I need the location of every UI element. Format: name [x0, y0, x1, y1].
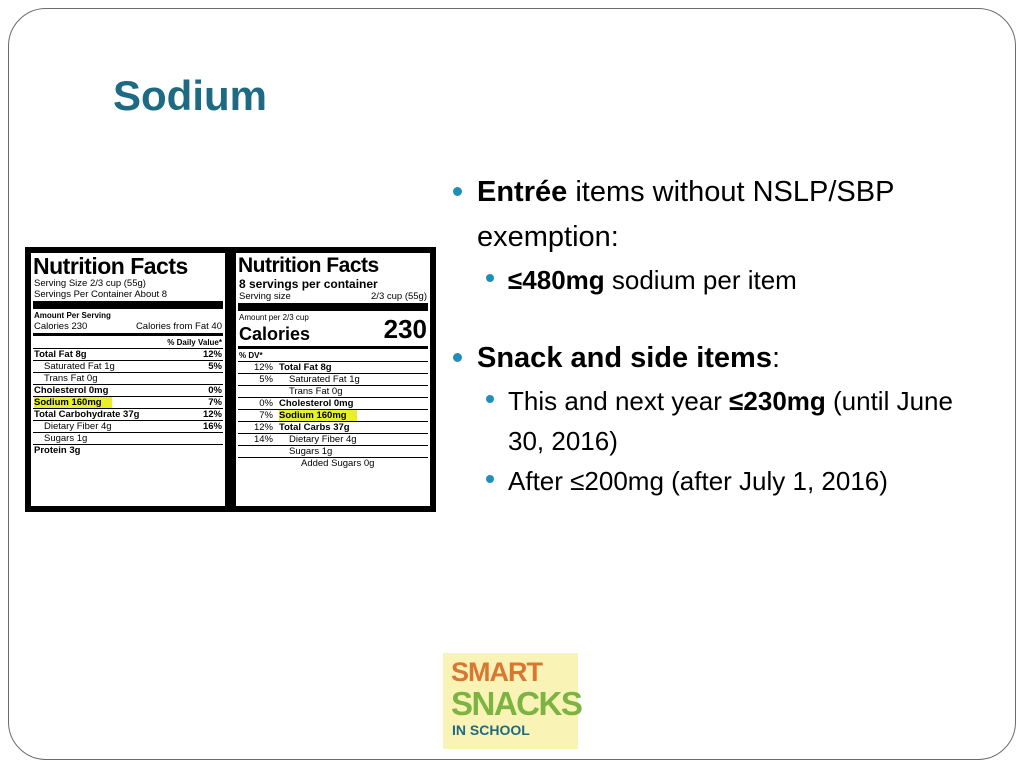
- nutrient-pct: 7%: [259, 410, 273, 421]
- bullet-snack-current: This and next year ≤230mg (until June 30, 2016): [450, 381, 990, 461]
- nutrition-label-old: [31, 253, 225, 506]
- total-fat-row: [31, 349, 225, 360]
- calories: Calories 230: [34, 321, 88, 332]
- nutrient-text: Sugars 1g: [289, 446, 333, 457]
- nutrition-label-title: Nutrition Facts: [238, 254, 379, 277]
- nutrient-row: [236, 446, 430, 457]
- nutrient-pct: 14%: [253, 434, 273, 445]
- nutrition-label-new: [236, 253, 430, 506]
- dietary-fiber-row: [31, 421, 225, 432]
- total-carb-row: [31, 409, 225, 420]
- nutrient-text: Dietary Fiber 4g: [289, 434, 357, 445]
- total-carb-pct: 12%: [202, 409, 222, 420]
- total-fat-pct: 12%: [202, 349, 222, 360]
- amount-per-serving: Amount Per Serving: [34, 311, 111, 320]
- nutrient-pct: 12%: [253, 362, 273, 373]
- nutrient-row: [236, 374, 430, 385]
- calories-label: Calories: [239, 324, 311, 344]
- nutrient-row: [236, 362, 430, 373]
- sodium-highlight: Sodium 160mg: [34, 397, 112, 408]
- serving-size-row: [236, 291, 430, 302]
- logo-line-2: SNACKS: [451, 685, 582, 722]
- bullet-snack-future: After ≤200mg (after July 1, 2016): [450, 461, 990, 501]
- amount-per: Amount per 2/3 cup: [239, 313, 309, 322]
- nutrient-text: Total Fat 8g: [279, 362, 332, 373]
- bullet-snack: Snack and side items:: [450, 336, 990, 381]
- trans-fat-row: Trans Fat 0g: [44, 373, 98, 384]
- nutrition-labels-image: [25, 247, 436, 512]
- total-carb: Total Carbohydrate 37g: [34, 409, 140, 420]
- calories-from-fat: Calories from Fat 40: [135, 321, 222, 332]
- serving-size: Serving Size 2/3 cup (55g): [34, 278, 146, 289]
- total-fat: Total Fat 8g: [34, 349, 87, 360]
- nutrient-rows: [236, 361, 430, 469]
- bullet-entree: Entrée items without NSLP/SBP exemption:: [450, 170, 990, 260]
- nutrition-label-title: Nutrition Facts: [33, 253, 188, 279]
- cholesterol: Cholesterol 0mg: [34, 385, 109, 396]
- servings-per-container: 8 servings per container: [239, 277, 378, 291]
- dv-header: % DV*: [239, 351, 263, 360]
- saturated-fat: Saturated Fat 1g: [44, 361, 115, 372]
- nutrient-text: Added Sugars 0g: [301, 458, 375, 469]
- nutrient-pct: 12%: [253, 422, 273, 433]
- nutrient-row: [236, 398, 430, 409]
- nutrient-text: Saturated Fat 1g: [289, 374, 360, 385]
- serving-size-label: Serving size: [239, 291, 291, 302]
- sodium-pct: 7%: [208, 397, 222, 408]
- cholesterol-pct: 0%: [208, 385, 222, 396]
- sodium-row: [31, 397, 225, 408]
- nutrient-text: Trans Fat 0g: [289, 386, 343, 397]
- daily-value-header: % Daily Value*: [167, 338, 222, 347]
- cholesterol-row: [31, 385, 225, 396]
- saturated-fat-pct: 5%: [208, 361, 222, 372]
- serving-size-value: 2/3 cup (55g): [371, 291, 427, 302]
- smart-snacks-logo: [443, 653, 582, 749]
- dietary-fiber: Dietary Fiber 4g: [44, 421, 112, 432]
- nutrient-row: [236, 434, 430, 445]
- protein-row: Protein 3g: [34, 445, 81, 456]
- calories-row: [31, 321, 225, 332]
- saturated-fat-row: [31, 361, 225, 372]
- sugars-row: Sugars 1g: [44, 433, 88, 444]
- nutrient-text: Cholesterol 0mg: [279, 398, 354, 409]
- nutrient-row: [236, 410, 430, 421]
- dietary-fiber-pct: 16%: [202, 421, 222, 432]
- nutrient-text: Sodium 160mg: [279, 410, 357, 421]
- logo-line-3: IN SCHOOL: [452, 722, 530, 738]
- nutrient-pct: 0%: [259, 398, 273, 409]
- bullet-list: [450, 170, 990, 501]
- slide-title: Sodium: [113, 72, 267, 119]
- bullet-entree-limit: ≤480mg sodium per item: [450, 260, 990, 300]
- nutrient-row: [236, 386, 430, 397]
- nutrient-row: [236, 458, 430, 469]
- nutrient-text: Total Carbs 37g: [279, 422, 350, 433]
- logo-line-1: SMART: [451, 657, 542, 687]
- nutrient-pct: 5%: [259, 374, 273, 385]
- nutrient-row: [236, 422, 430, 433]
- calories-value: 230: [383, 314, 427, 344]
- servings-per-container: Servings Per Container About 8: [34, 289, 168, 300]
